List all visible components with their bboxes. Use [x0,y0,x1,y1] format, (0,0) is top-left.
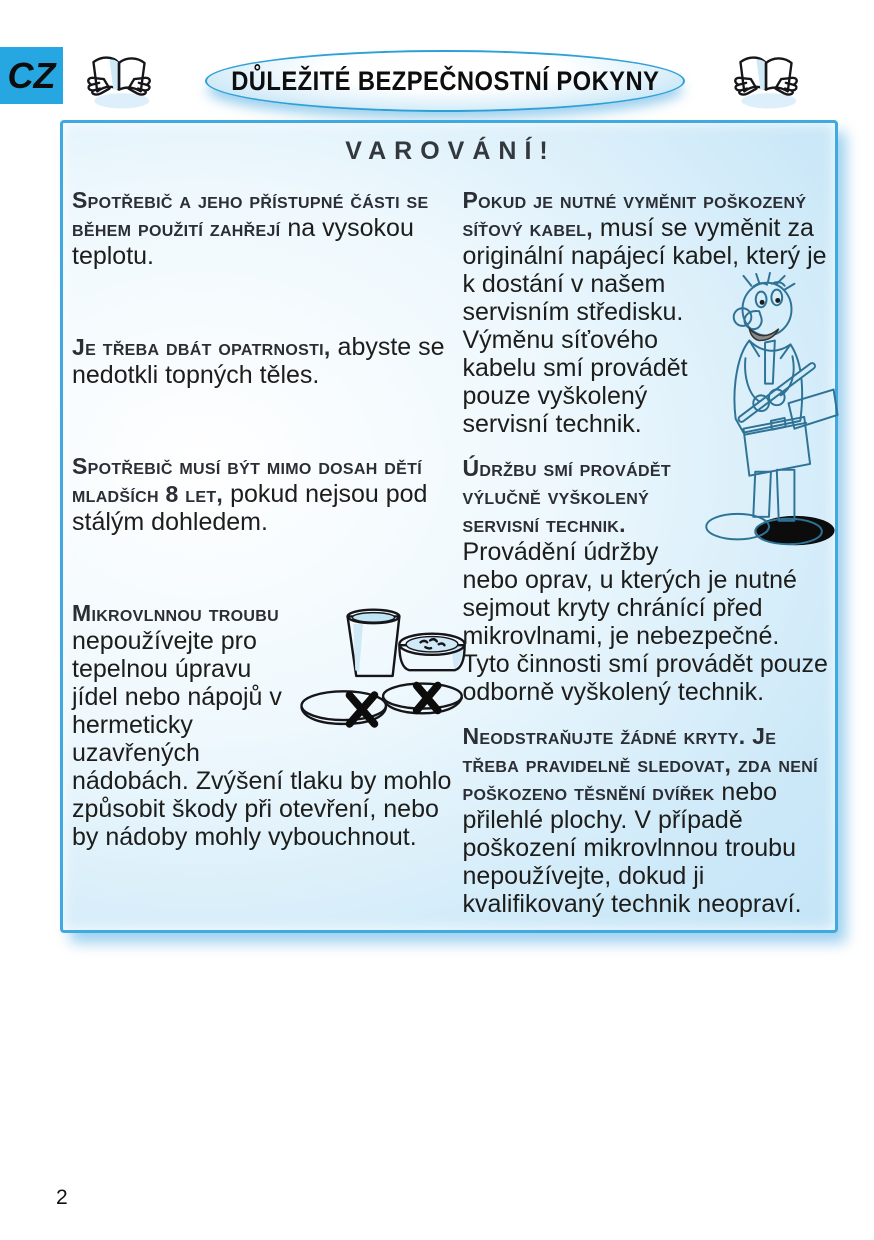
paragraph-lead: Spotřebič a jeho přístupné části se během použití zahřejí [72,187,429,241]
safety-paragraph [72,452,452,536]
service-technician-illustration [693,186,841,556]
paragraph-lead: Neodstraňujte žádné kryty. Je třeba pravidelně sledovat, zda není poškozeno těsnění dvířek [462,723,818,805]
page-title-oval [205,50,685,112]
paragraph-text: abyste se nedotkli topných těles. [72,333,445,389]
safety-paragraph [462,722,829,918]
page-title: DŮLEŽITÉ BEZPEČNOSTNÍ POKYNY [230,65,660,96]
paragraph-text: Provádění údržby nebo oprav, u kterých je nutné sejmout kryty chránící před mikrovlnami, je nebezpečné. Tyto činnosti smí provádět pouze odborně vyškolený technik. [462,538,828,706]
cz-language-tag: CZ [0,47,63,104]
warning-box [60,120,838,933]
paragraph-lead: Pokud je nutné vyměnit poškozený síťový kabel, [462,187,807,241]
left-column [72,186,452,851]
paragraph-text: na vysokou teplotu. [72,214,414,270]
paragraph-text: musí se vyměnit za originální napájecí kabel, který je k dostání v našem servisním středisku. Výměnu síťového kabelu smí provádět pouze vyškolený servisní technik. [462,214,827,438]
paragraph-text: pokud nejsou pod stálým dohledem. [72,480,428,536]
safety-paragraph [72,599,452,851]
warning-columns [72,186,829,918]
forbidden-containers-illustration [296,603,474,745]
paragraph-lead: Spotřebič musí být mimo dosah dětí mladších 8 let, [72,453,422,507]
paragraph-text: nebo přilehlé plochy. V případě poškození mikrovlnnou troubu nepoužívejte, dokud ji kvalifikovaný technik neopraví. [462,778,802,918]
paragraph-text: nepoužívejte pro tepelnou úpravu jídel nebo nápojů v hermeticky uzavřených nádobách. Zvýšení tlaku by mohlo způsobit škody při otevření, nebo by nádoby mohly vybouchnout. [72,627,452,851]
open-manual-hands-icon [84,50,154,112]
paragraph-lead: Údržbu smí provádět výlučně vyškolený servisní technik. [462,455,671,537]
safety-paragraph [72,186,452,270]
paragraph-lead: Je třeba dbát opatrnosti, [72,334,331,360]
page-number: 2 [56,1186,68,1209]
warning-heading: VAROVÁNÍ! [345,137,556,165]
safety-paragraph [72,333,452,389]
right-column [462,186,829,918]
open-manual-hands-icon [731,50,801,112]
paragraph-lead: Mikrovlnnou troubu [72,600,279,626]
